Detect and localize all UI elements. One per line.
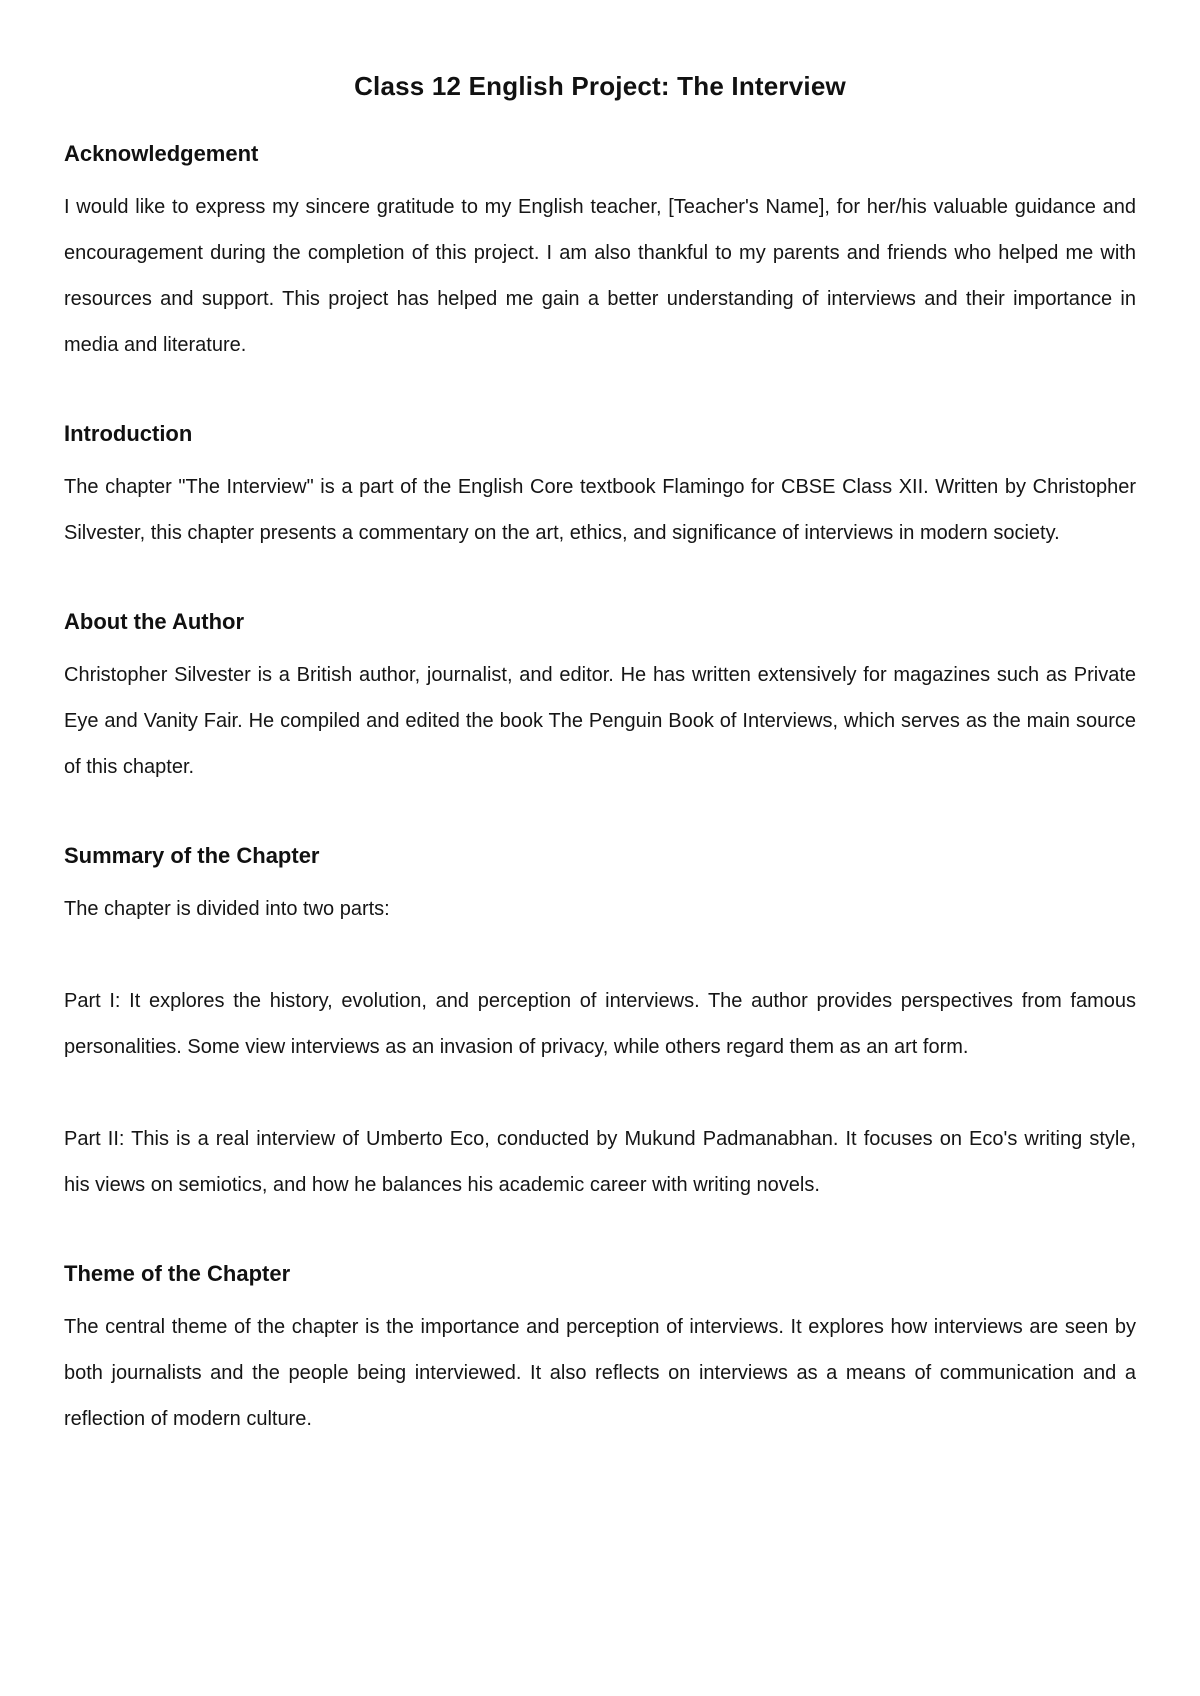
section-summary [64,840,1136,1208]
document-title: Class 12 English Project: The Interview [354,71,846,101]
section-heading-summary: Summary of the Chapter [64,843,320,868]
paragraph-summary-part-1: Part I: It explores the history, evolution, and perception of interviews. The author provides perspectives from famous personalities. Some view interviews as an invasion of privacy, while others regard them as an art form. [64,990,1136,1058]
section-heading-about-author: About the Author [64,609,245,634]
section-heading-theme: Theme of the Chapter [64,1261,291,1286]
paragraph-acknowledgement: I would like to express my sincere gratitude to my English teacher, [Teacher's Name], for her/his valuable guidance and encouragement during the completion of this project. I am also thankful to my parents and friends who helped me with resources and support. This project has helped me gain a better understanding of interviews and their importance in media and literature. [64,196,1136,356]
section-introduction [64,418,1136,556]
section-heading-acknowledgement: Acknowledgement [64,141,259,166]
section-heading-introduction: Introduction [64,421,193,446]
paragraph-introduction: The chapter "The Interview" is a part of the English Core textbook Flamingo for CBSE Class XII. Written by Christopher Silvester, this chapter presents a commentary on the art, ethics, and significance of interviews in modern society. [64,476,1136,544]
section-about-author [64,606,1136,790]
paragraph-summary-intro: The chapter is divided into two parts: [64,898,390,920]
paragraph-theme: The central theme of the chapter is the importance and perception of interviews. It explores how interviews are seen by both journalists and the people being interviewed. It also reflects on interviews as a means of communication and a reflection of modern culture. [64,1316,1136,1430]
section-theme [64,1258,1136,1442]
paragraph-summary-part-2: Part II: This is a real interview of Umberto Eco, conducted by Mukund Padmanabhan. It focuses on Eco's writing style, his views on semiotics, and how he balances his academic career with writing novels. [64,1128,1136,1196]
section-acknowledgement [64,138,1136,368]
paragraph-about-author: Christopher Silvester is a British author, journalist, and editor. He has written extensively for magazines such as Private Eye and Vanity Fair. He compiled and edited the book The Penguin Book of Interviews, which serves as the main source of this chapter. [64,664,1136,778]
